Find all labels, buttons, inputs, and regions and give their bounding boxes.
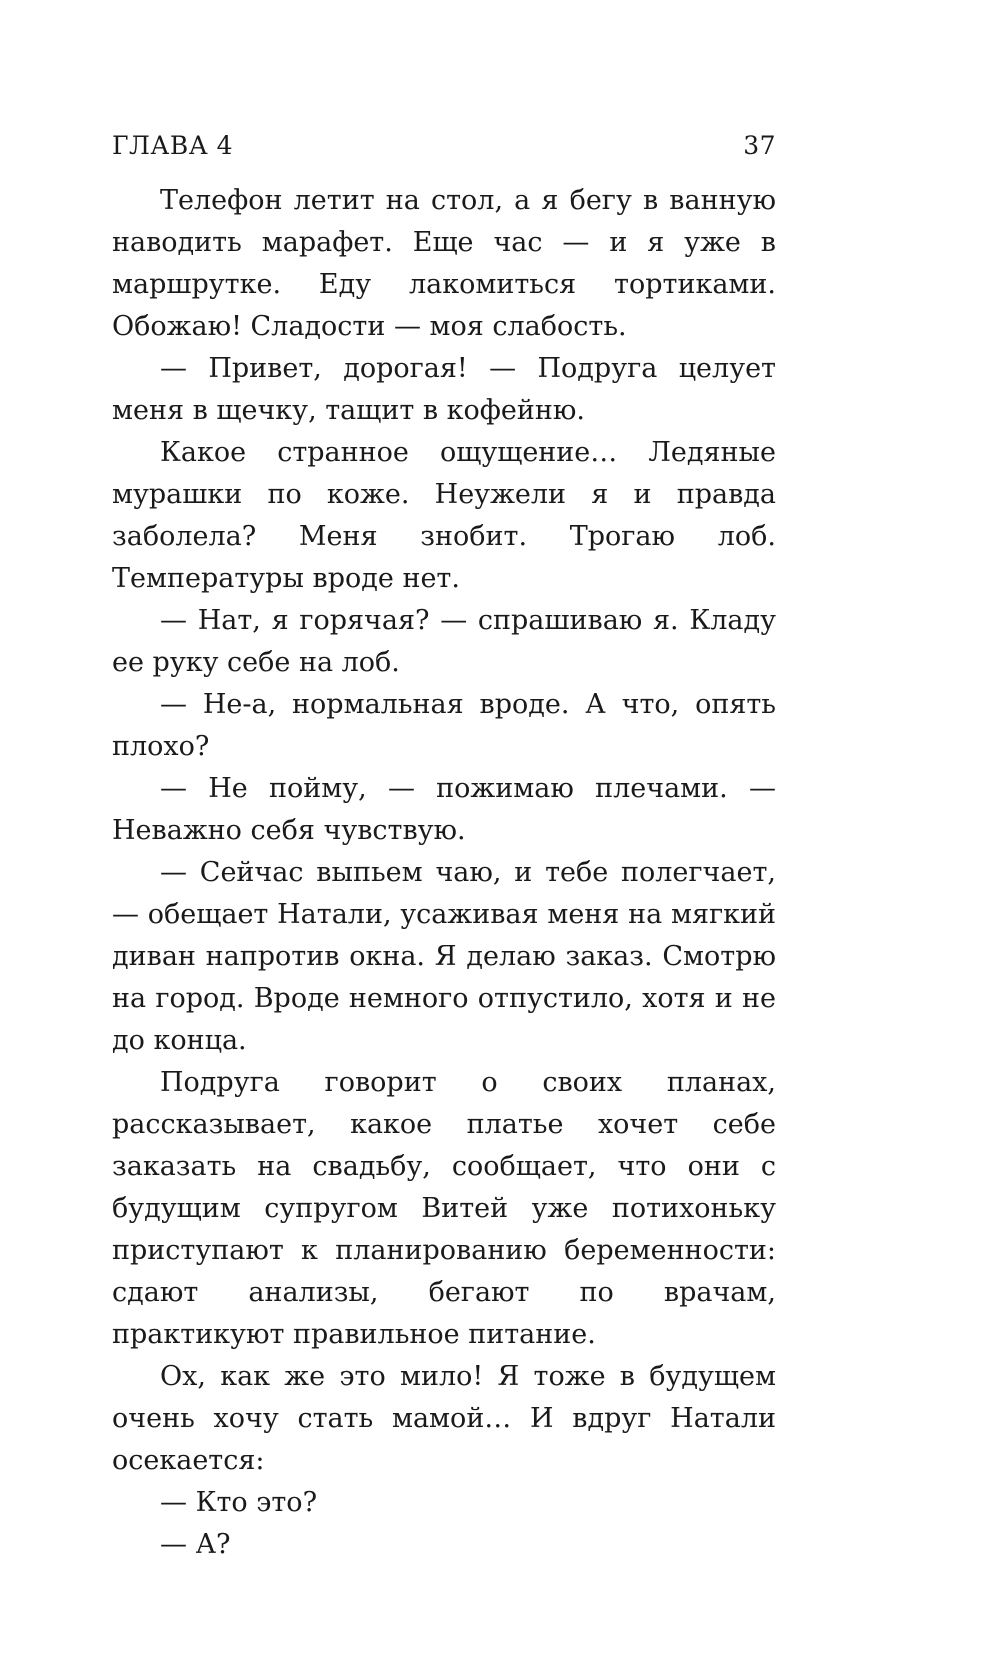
running-header [112, 126, 776, 166]
paragraph: — Сейчас выпьем чаю, и тебе полегчает, — обещает Натали, усаживая меня на мягкий диван напротив окна. Я делаю заказ. Смотрю на город. Вроде немного отпустило, хотя и не до конца. [112, 857, 776, 1056]
paragraph: — А? [160, 1529, 231, 1560]
paragraph: — Привет, дорогая! — Подруга целует меня в щечку, тащит в кофейню. [112, 353, 776, 426]
paragraph: — Кто это? [160, 1487, 318, 1518]
paragraph: Подруга говорит о своих планах, рассказывает, какое платье хочет себе заказать на свадьбу, сообщает, что они с будущим супругом Витей уже потихоньку приступают к планированию беременности: сдают анализы, бегают по врачам, практикуют правильное питание. [112, 1067, 776, 1350]
paragraph: Ох, как же это мило! Я тоже в будущем очень хочу стать мамой… И вдруг Натали осекается: [112, 1361, 776, 1476]
paragraph: — Нат, я горячая? — спрашиваю я. Кладу ее руку себе на лоб. [112, 605, 776, 678]
paragraph: Телефон летит на стол, а я бегу в ванную наводить марафет. Еще час — и я уже в маршрутке. Еду лакомиться тортиками. Обожаю! Сладости — моя слабость. [112, 185, 776, 342]
paragraph: — Не-а, нормальная вроде. А что, опять плохо? [112, 689, 776, 762]
page-number: 37 [743, 131, 776, 160]
chapter-title: ГЛАВА 4 [112, 131, 234, 160]
paragraph: Какое странное ощущение… Ледяные мурашки по коже. Неужели я и правда заболела? Меня знобит. Трогаю лоб. Температуры вроде нет. [112, 437, 776, 594]
paragraph: — Не пойму, — пожимаю плечами. — Неважно себя чувствую. [112, 773, 776, 846]
body-text [112, 180, 776, 1566]
